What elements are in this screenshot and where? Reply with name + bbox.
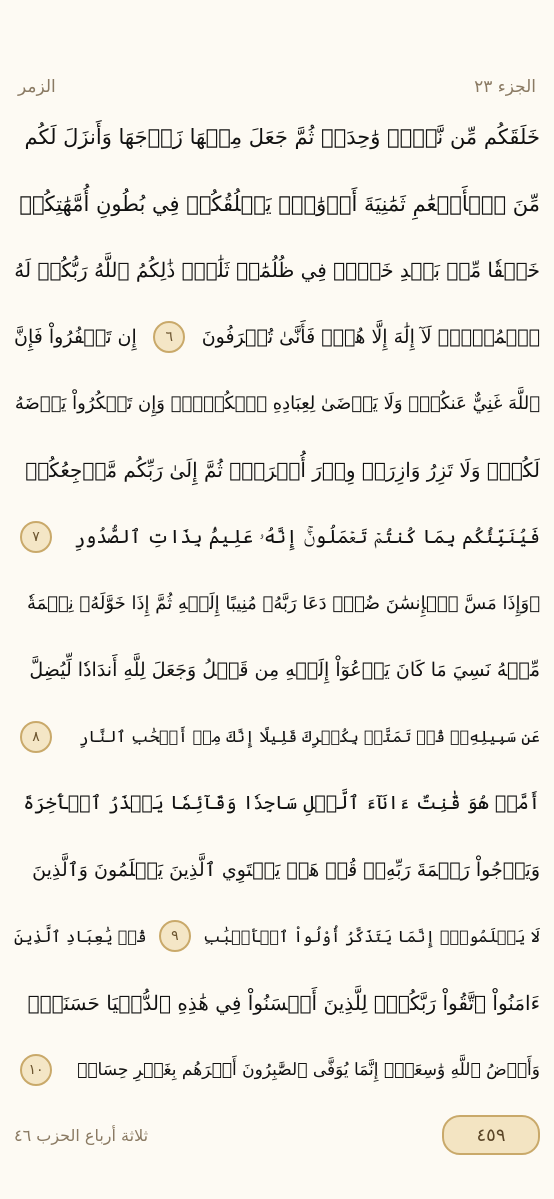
line-text: ۞وَإِذَا مَسَّ ٱلۡإِنسَٰنَ ضُرّٞ دَعَا رَبَّهُۥ مُنِيبًا إِلَيۡهِ ثُمَّ إِذَا خَوَّلَهُۥ نِعۡمَةٗ bbox=[27, 592, 540, 614]
verse-line bbox=[14, 637, 540, 704]
line-text: ءَامَنُواْ ٱتَّقُواْ رَبَّكُمۡۚ لِلَّذِينَ أَحۡسَنُواْ فِي هَٰذِهِ ٱلدُّنۡيَا حَسَنَةٞۗ bbox=[27, 991, 540, 1016]
verse-line bbox=[14, 703, 540, 770]
page-header bbox=[18, 72, 536, 102]
verse-line bbox=[14, 1036, 540, 1103]
line-text: ٱلۡمُلۡكُۖ لَآ إِلَٰهَ إِلَّا هُوَۖ فَأَنَّىٰ تُصۡرَفُونَ bbox=[201, 326, 540, 349]
verse-line bbox=[14, 104, 540, 171]
line-text: مِّنۡهُ نَسِيَ مَا كَانَ يَدۡعُوٓاْ إِلَيۡهِ مِن قَبۡلُ وَجَعَلَ لِلَّهِ أَندَادٗا لِّيُضِلَّ bbox=[29, 659, 540, 682]
verse-line bbox=[14, 970, 540, 1037]
ayah-number-marker[interactable]: ٧ bbox=[20, 521, 52, 553]
line-text: عَن سَبِيلِهِۦۚ قُلۡ تَمَتَّعۡ بِكُفۡرِكَ قَلِيلًا إِنَّكَ مِنۡ أَصۡحَٰبِ ٱلنَّارِ bbox=[79, 727, 540, 747]
line-text: فَيُنَبِّئُكُم بِمَا كُنتُمۡ تَعۡمَلُونَۚ إِنَّهُۥ عَلِيمُۢ بِذَاتِ ٱلصُّدُورِ bbox=[74, 525, 540, 548]
line-text: خَلۡقٗا مِّنۢ بَعۡدِ خَلۡقٖ فِي ظُلُمَٰتٖ ثَلَٰثٖۚ ذَٰلِكُمُ ٱللَّهُ رَبُّكُمۡ لَهُ bbox=[14, 258, 540, 283]
line-text: وَأَرۡضُ ٱللَّهِ وَٰسِعَةٌۗ إِنَّمَا يُوَفَّى ٱلصَّٰبِرُونَ أَجۡرَهُم بِغَيۡرِ حِسَابٖ bbox=[77, 1059, 540, 1080]
surah-name: الزمر bbox=[18, 77, 56, 97]
verse-line bbox=[14, 903, 540, 970]
line-text: ٱللَّهَ غَنِيٌّ عَنكُمۡۖ وَلَا يَرۡضَىٰ لِعِبَادِهِ ٱلۡكُفۡرَۖ وَإِن تَشۡكُرُواْ يَرۡضَهُ bbox=[14, 393, 540, 415]
ayah-number-marker[interactable]: ١٠ bbox=[20, 1054, 52, 1086]
verse-line bbox=[14, 770, 540, 837]
quran-page-text bbox=[14, 104, 540, 1104]
line-text-continued: قُلۡ يَٰعِبَادِ ٱلَّذِينَ bbox=[14, 926, 147, 946]
verse-line bbox=[14, 570, 540, 637]
line-text: لَا يَعۡلَمُونَۗ إِنَّمَا يَتَذَكَّرُ أُوْلُواْ ٱلۡأَلۡبَٰبِ bbox=[203, 926, 540, 946]
line-text: وَيَرۡجُواْ رَحۡمَةَ رَبِّهِۦۗ قُلۡ هَلۡ يَسۡتَوِي ٱلَّذِينَ يَعۡلَمُونَ وَٱلَّذِينَ bbox=[32, 858, 540, 881]
line-text: خَلَقَكُم مِّن نَّفۡسٖ وَٰحِدَةٖ ثُمَّ جَعَلَ مِنۡهَا زَوۡجَهَا وَأَنزَلَ لَكُم bbox=[24, 125, 540, 150]
line-text: مِّنَ ٱلۡأَنۡعَٰمِ ثَمَٰنِيَةَ أَزۡوَٰجٖۚ يَخۡلُقُكُمۡ فِي بُطُونِ أُمَّهَٰتِكُمۡ bbox=[19, 191, 540, 216]
line-text-continued: إِن تَكۡفُرُواْ فَإِنَّ bbox=[14, 326, 137, 349]
line-text: لَكُمۡۗ وَلَا تَزِرُ وَازِرَةٞ وِزۡرَ أُخۡرَىٰۚ ثُمَّ إِلَىٰ رَبِّكُم مَّرۡجِعُكُمۡ bbox=[25, 458, 540, 483]
ayah-number-marker[interactable]: ٨ bbox=[20, 721, 52, 753]
verse-line bbox=[14, 171, 540, 238]
page-number-badge[interactable]: ٤٥٩ bbox=[442, 1115, 540, 1155]
verse-line bbox=[14, 304, 540, 371]
line-text: أَمَّنۡ هُوَ قَٰنِتٌ ءَانَآءَ ٱلَّيۡلِ سَاجِدٗا وَقَآئِمٗا يَحۡذَرُ ٱلۡأٓخِرَةَ bbox=[23, 792, 540, 815]
page-footer bbox=[14, 1110, 540, 1160]
hizb-indicator: ثلاثة أرباع الحزب ٤٦ bbox=[14, 1125, 149, 1145]
verse-line bbox=[14, 370, 540, 437]
ayah-number-marker[interactable]: ٩ bbox=[159, 920, 191, 952]
juz-label: الجزء ٢٣ bbox=[474, 77, 536, 97]
verse-line bbox=[14, 837, 540, 904]
verse-line bbox=[14, 504, 540, 571]
verse-line bbox=[14, 237, 540, 304]
verse-line bbox=[14, 437, 540, 504]
ayah-number-marker[interactable]: ٦ bbox=[153, 321, 185, 353]
